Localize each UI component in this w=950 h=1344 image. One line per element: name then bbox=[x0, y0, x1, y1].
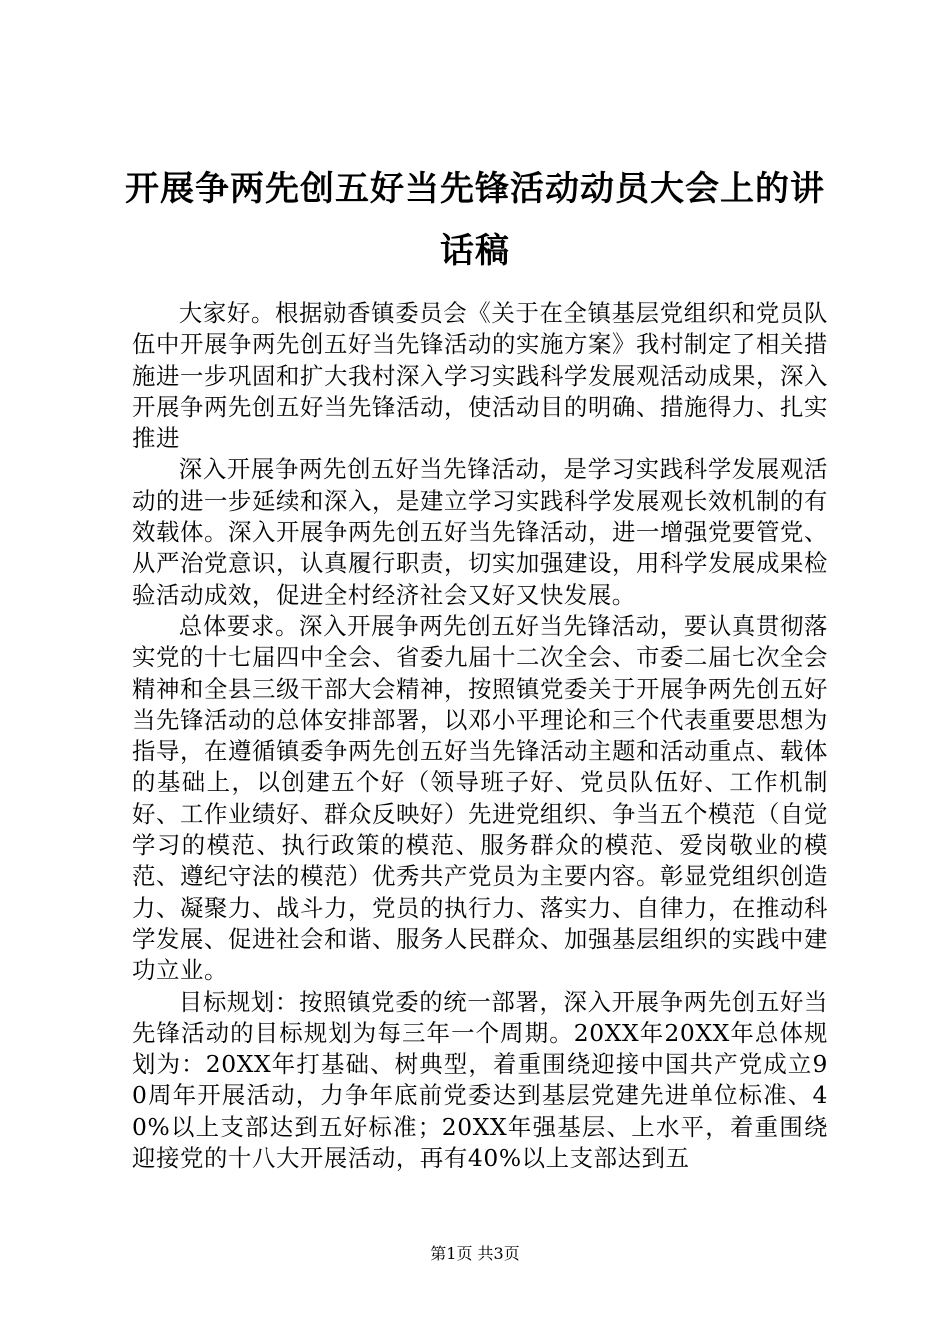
document-body bbox=[132, 298, 828, 1174]
paragraph-3: 总体要求。深入开展争两先创五好当先锋活动，要认真贯彻落实党的十七届四中全会、省委九届十二次全会、市委二届七次全会精神和全县三级干部大会精神，按照镇党委关于开展争两先创五好当先锋活动的总体安排部署，以邓小平理论和三个代表重要思想为指导，在遵循镇委争两先创五好当先锋活动主题和活动重点、载体的基础上，以创建五个好（领导班子好、党员队伍好、工作机制好、工作业绩好、群众反映好）先进党组织、争当五个模范（自觉学习的模范、执行政策的模范、服务群众的模范、爱岗敬业的模范、遵纪守法的模范）优秀共产党员为主要内容。彰显党组织创造力、凝聚力、战斗力，党员的执行力、落实力、自律力，在推动科学发展、促进社会和谐、服务人民群众、加强基层组织的实践中建功立业。 bbox=[132, 611, 828, 985]
paragraph-2: 深入开展争两先创五好当先锋活动，是学习实践科学发展观活动的进一步延续和深入，是建立学习实践科学发展观长效机制的有效载体。深入开展争两先创五好当先锋活动，进一增强党要管党、从严治党意识，认真履行职责，切实加强建设，用科学发展成果检验活动成效，促进全村经济社会又好又快发展。 bbox=[132, 455, 828, 609]
paragraph-1: 大家好。根据勍香镇委员会《关于在全镇基层党组织和党员队伍中开展争两先创五好当先锋活动的实施方案》我村制定了相关措施进一步巩固和扩大我村深入学习实践科学发展观活动成果，深入开展争两先创五好当先锋活动，使活动目的明确、措施得力、扎实推进 bbox=[132, 299, 828, 453]
paragraph-4: 目标规划：按照镇党委的统一部署，深入开展争两先创五好当先锋活动的目标规划为每三年一个周期。20XX年20XX年总体规划为：20XX年打基础、树典型，着重围绕迎接中国共产党成立90周年开展活动，力争年底前党委达到基层党建先进单位标准、40%以上支部达到五好标准；20XX年强基层、上水平，着重围绕迎接党的十八大开展活动，再有40%以上支部达到五 bbox=[132, 987, 828, 1173]
page-number-footer: 第1页 共3页 bbox=[430, 1244, 520, 1263]
document-title: 开展争两先创五好当先锋活动动员大会上的讲话稿 bbox=[125, 169, 825, 271]
